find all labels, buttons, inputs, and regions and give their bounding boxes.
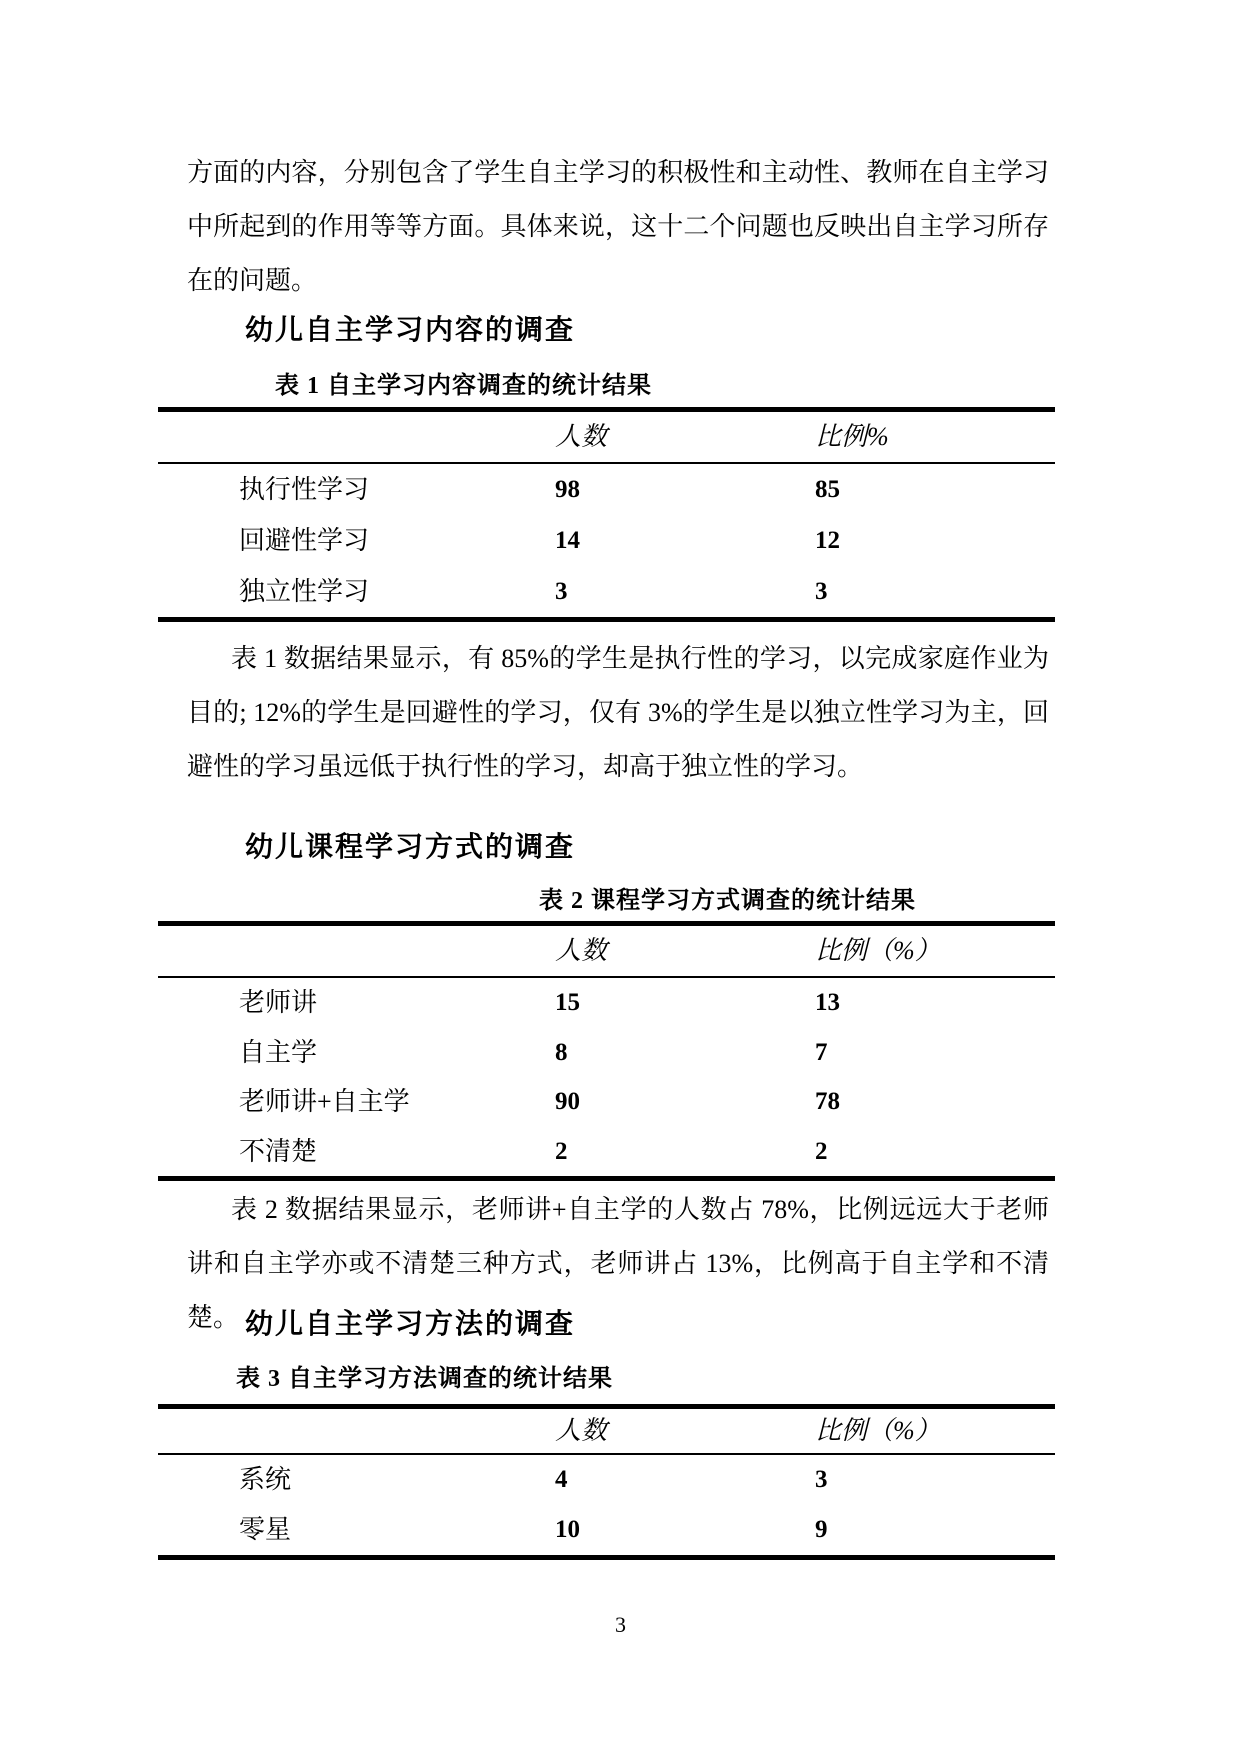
table-1-analysis-paragraph: 表 1 数据结果显示，有 85%的学生是执行性的学习，以完成家庭作业为目的; 12%的学生是回避性的学习，仅有 3%的学生是以独立性学习为主，回避性的学习虽远低于执行性的学习，却高于独立性的学习。 [187, 644, 1049, 781]
percent-value: 3 [815, 1466, 828, 1493]
section-2-heading: 幼儿课程学习方式的调查 [245, 832, 576, 863]
table-2-header-row [158, 926, 1055, 978]
percent-value: 12 [815, 527, 840, 554]
table-1-caption: 表 1 自主学习内容调查的统计结果 [275, 373, 652, 399]
row-label: 不清楚 [239, 1136, 318, 1166]
table-1-col-header-count: 人数 [555, 422, 608, 451]
table-row [158, 1077, 1055, 1127]
row-label: 系统 [239, 1465, 292, 1494]
table-2 [158, 921, 1055, 1181]
percent-value: 9 [815, 1516, 828, 1543]
table-1 [158, 407, 1055, 622]
percent-value: 78 [815, 1088, 840, 1115]
count-value: 14 [555, 527, 580, 554]
row-label: 独立性学习 [239, 577, 370, 606]
count-value: 15 [555, 989, 580, 1016]
row-label: 回避性学习 [239, 526, 370, 555]
table-2-analysis-paragraph: 表 2 数据结果显示，老师讲+自主学的人数占 78%，比例远远大于老师讲和自主学亦或不清楚三种方式，老师讲占 13%，比例高于自主学和不清楚。 [187, 1195, 1049, 1332]
table-3 [158, 1404, 1055, 1560]
page-number: 3 [615, 1612, 626, 1637]
section-3-heading: 幼儿自主学习方法的调查 [245, 1309, 576, 1340]
table-row [158, 1505, 1055, 1555]
count-value: 10 [555, 1516, 580, 1543]
table-row [158, 464, 1055, 515]
table-3-header-row [158, 1409, 1055, 1455]
count-value: 90 [555, 1088, 580, 1115]
table-row [158, 515, 1055, 566]
table-3-caption: 表 3 自主学习方法调查的统计结果 [236, 1366, 613, 1392]
table-row [158, 978, 1055, 1028]
row-label: 执行性学习 [239, 475, 370, 504]
table-2-caption: 表 2 课程学习方式调查的统计结果 [539, 888, 916, 914]
row-label: 零星 [239, 1515, 292, 1544]
percent-value: 7 [815, 1038, 828, 1066]
intro-paragraph: 方面的内容，分别包含了学生自主学习的积极性和主动性、教师在自主学习中所起到的作用等等方面。具体来说，这十二个问题也反映出自主学习所存在的问题。 [187, 158, 1049, 295]
count-value: 4 [555, 1466, 568, 1493]
row-label: 自主学 [239, 1037, 318, 1067]
table-row [158, 1455, 1055, 1505]
count-value: 3 [555, 578, 568, 605]
percent-value: 13 [815, 989, 840, 1016]
table-3-col-header-percent: 比例（%） [815, 1416, 941, 1445]
count-value: 8 [555, 1038, 568, 1066]
row-label: 老师讲+自主学 [239, 1087, 410, 1116]
table-row [158, 1028, 1055, 1078]
count-value: 2 [555, 1137, 568, 1165]
table-row [158, 1127, 1055, 1177]
percent-value: 2 [815, 1137, 828, 1165]
table-1-col-header-percent: 比例% [815, 422, 889, 451]
percent-value: 85 [815, 476, 840, 503]
table-1-header-row [158, 412, 1055, 464]
table-2-col-header-count: 人数 [555, 936, 608, 965]
table-row [158, 566, 1055, 617]
percent-value: 3 [815, 578, 828, 605]
table-3-col-header-count: 人数 [555, 1416, 608, 1445]
row-label: 老师讲 [239, 988, 318, 1017]
count-value: 98 [555, 476, 580, 503]
table-2-col-header-percent: 比例（%） [815, 936, 941, 965]
section-1-heading: 幼儿自主学习内容的调查 [245, 315, 576, 346]
